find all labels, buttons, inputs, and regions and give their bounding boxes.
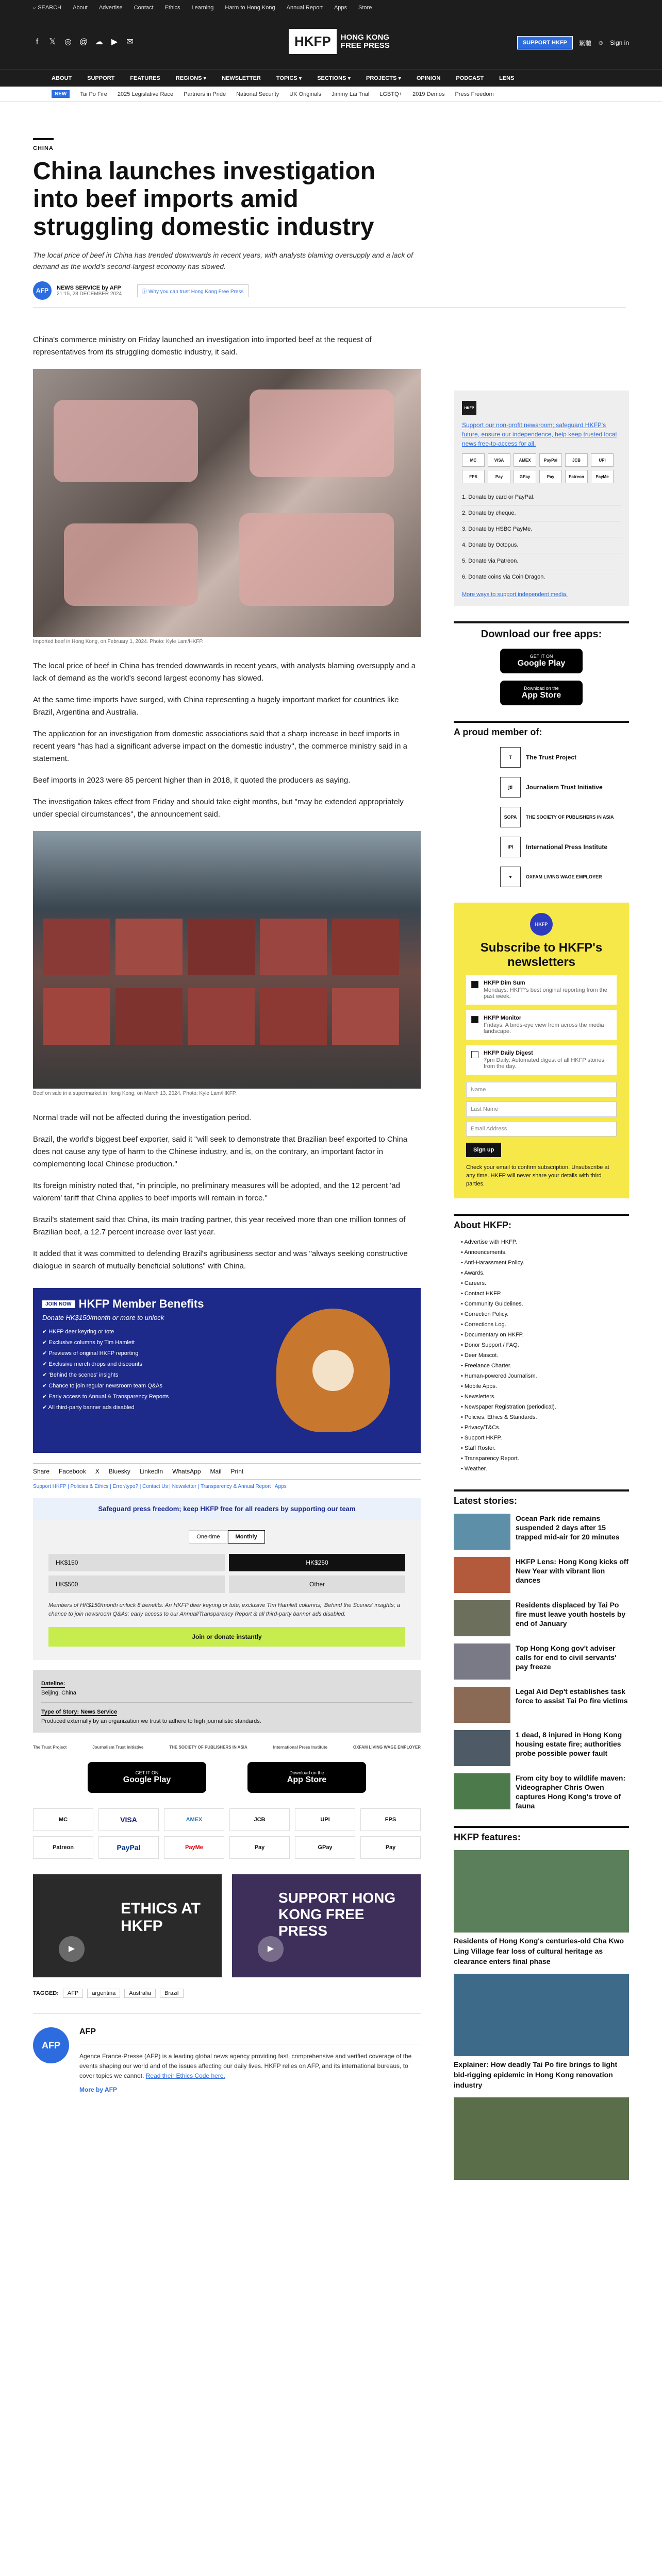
author-name[interactable]: NEWS SERVICE by AFP: [57, 284, 121, 291]
nav-item[interactable]: PODCAST: [456, 75, 484, 81]
share-bar: [33, 1463, 421, 1480]
join-donate-button[interactable]: Join or donate instantly: [48, 1627, 405, 1647]
google-play-badge[interactable]: GET IT ON Google Play: [88, 1762, 206, 1793]
story-type-desc: Produced externally by an organization we trust to adhere to high journalistic standards.: [41, 1718, 261, 1724]
paragraph: The local price of beef in China has trended downwards in recent years, with analysts blaming oversupply and a lack of demand as the world's second largest economy has slowed.: [33, 662, 416, 683]
payment-logo: MC: [33, 1808, 93, 1831]
article-category[interactable]: CHINA: [33, 145, 54, 151]
latest-item[interactable]: Ocean Park ride remains suspended 2 days after 15 trapped mid-air for 20 minutes: [454, 1514, 629, 1550]
newsletter-title: Subscribe to HKFP's newsletters: [480, 941, 603, 969]
amount-option-other[interactable]: Other: [229, 1575, 405, 1593]
article-lede: The local price of beef in China has trended downwards in recent years, with analysts blaming oversupply and a lack of demand as the world's second-largest economy has slowed.: [33, 251, 413, 270]
promo-item: ✔ 'Behind the scenes' insights: [42, 1372, 119, 1378]
payment-logo: Pay: [539, 470, 562, 483]
donation-methods: [462, 489, 621, 585]
util-link[interactable]: About: [73, 5, 88, 11]
payment-logo: FPS: [462, 470, 485, 483]
member-benefits-promo[interactable]: [33, 1288, 421, 1453]
payment-logos: [33, 1808, 421, 1859]
support-video[interactable]: SUPPORT HONG KONG FREE PRESS ▶: [232, 1874, 421, 1977]
newsletter-note: Check your email to confirm subscription. Unsubscribe at any time. HKFP will never share your details with third parties.: [466, 1164, 609, 1187]
about-link[interactable]: • Transparency Report.: [461, 1455, 519, 1462]
about-link[interactable]: • Documentary on HKFP.: [461, 1332, 524, 1338]
share-print[interactable]: Print: [230, 1468, 244, 1475]
payment-logo: PayPal: [98, 1836, 159, 1859]
user-icon[interactable]: ☺: [598, 39, 604, 46]
payment-logo: VISA: [488, 453, 510, 467]
photo-caption: Beef on sale in a supermarket in Hong Kong, on March 13, 2024. Photo: Kyle Lam/HKFP.: [33, 1091, 237, 1096]
about-link[interactable]: • Anti-Harassment Policy.: [461, 1260, 524, 1266]
about-list: [454, 1237, 629, 1474]
about-link[interactable]: • Weather.: [461, 1466, 487, 1472]
more-by-link[interactable]: More by AFP: [79, 2086, 117, 2093]
tag[interactable]: Brazil: [160, 1989, 184, 1998]
method-item[interactable]: 5. Donate via Patreon.: [462, 553, 621, 569]
payment-logo: FPS: [360, 1808, 421, 1831]
about-link[interactable]: • Human-powered Journalism.: [461, 1373, 537, 1379]
email-input[interactable]: Email Address: [466, 1121, 617, 1137]
latest-item[interactable]: From city boy to wildlife maven: Videographer Chris Owen captures Hong Kong's trove of fauna: [454, 1773, 629, 1810]
payment-logo: MC: [462, 453, 485, 467]
checkbox[interactable]: [471, 1051, 478, 1058]
member-logo[interactable]: T The Trust Project: [500, 747, 629, 768]
latest-thumb[interactable]: [454, 1600, 510, 1636]
payment-logo: VISA: [98, 1808, 159, 1831]
trust-project-logo[interactable]: The Trust Project: [33, 1745, 67, 1750]
tags-label: TAGGED:: [33, 1990, 59, 1996]
supermarket-beef-photo: [33, 831, 421, 1089]
share-mail[interactable]: Mail: [210, 1468, 222, 1475]
about-link[interactable]: • Policies, Ethics & Standards.: [461, 1414, 537, 1420]
about-link[interactable]: • Privacy/T&Cs.: [461, 1425, 501, 1431]
payment-logo: GPay: [514, 470, 536, 483]
payment-logo: GPay: [295, 1836, 355, 1859]
about-title: About HKFP:: [454, 1214, 629, 1231]
tags: [33, 1989, 421, 1998]
about-link[interactable]: • Advertise with HKFP.: [461, 1239, 517, 1245]
footer-links[interactable]: Support HKFP | Policies & Ethics | Error/typo? | Contact Us | Newsletter | Transparency & Annual Report | Apps: [33, 1484, 287, 1489]
about-link[interactable]: • Awards.: [461, 1270, 485, 1276]
sign-in-link[interactable]: Sign in: [610, 39, 629, 46]
about-link[interactable]: • Community Guidelines.: [461, 1301, 523, 1307]
paragraph: Brazil's statement said that China, its main trading partner, this year received more than one million tonnes of Brazilian beef, a 12.7 percent increase over last year.: [33, 1215, 406, 1236]
util-link[interactable]: Ethics: [164, 5, 180, 11]
beef-fridge-photo: [33, 369, 421, 637]
author-box-avatar[interactable]: AFP: [33, 2027, 69, 2063]
share-bluesky[interactable]: Bluesky: [108, 1468, 130, 1475]
paragraph: The investigation takes effect from Friday and should take eight months, but "may be extended appropriately under special circumstances", the announcement said.: [33, 798, 404, 819]
member-title: A proud member of:: [454, 721, 629, 738]
payment-logo: Pay: [488, 470, 510, 483]
ipi-logo[interactable]: International Press Institute: [273, 1745, 328, 1750]
paragraph: Beef imports in 2023 were 85 percent higher than in 2018, it quoted the producers as saying.: [33, 776, 351, 785]
site-logo[interactable]: [289, 29, 390, 54]
paragraph: Brazil, the world's biggest beef exporter, said it "will seek to demonstrate that Brazilian beef exported to China does not cause any type of harm to the Chinese industry, and is, on the contrary, an important factor in complementing local Chinese production.": [33, 1135, 408, 1168]
hkfp-logo-icon: HKFP: [462, 401, 476, 415]
about-link[interactable]: • Donor Support / FAQ.: [461, 1342, 519, 1348]
latest-item[interactable]: HKFP Lens: Hong Kong kicks off New Year with vibrant lion dances: [454, 1557, 629, 1593]
share-x[interactable]: X: [95, 1468, 100, 1475]
about-link[interactable]: • Announcements.: [461, 1249, 507, 1256]
share-linkedin[interactable]: LinkedIn: [139, 1468, 163, 1475]
latest-thumb[interactable]: [454, 1514, 510, 1550]
latest-thumb[interactable]: [454, 1773, 510, 1809]
trend-link[interactable]: UK Originals: [289, 91, 322, 97]
latest-item[interactable]: Top Hong Kong gov't adviser calls for end to civil servants' pay freeze: [454, 1643, 629, 1680]
nav-item[interactable]: PROJECTS ▾: [366, 75, 401, 81]
util-link[interactable]: Contact: [134, 5, 154, 11]
sidebar-payment-logos: [462, 453, 621, 483]
search-link[interactable]: ⌕ SEARCH: [33, 4, 62, 11]
trend-link[interactable]: Partners in Pride: [184, 91, 226, 97]
tab-monthly[interactable]: Monthly: [228, 1530, 265, 1544]
promo-title: HKFP Member Benefits: [78, 1297, 204, 1310]
about-link[interactable]: • Deer Mascot.: [461, 1352, 499, 1359]
logo-mark: HKFP: [289, 29, 337, 54]
donate-note: Members of HK$150/month unlock 8 benefits: An HKFP deer keyring or tote; exclusive Tim Hamlett columns; 'Behind the Scenes' insights; a chance to join newsroom Q&As; early access to our Annual/Transparency Report & all third-party banner ads disabled.: [48, 1602, 400, 1617]
article-title: China launches investigation into beef imports amid struggling domestic industry: [33, 158, 376, 241]
latest-thumb[interactable]: [454, 1730, 510, 1766]
donate-widget: [33, 1520, 421, 1660]
trend-link[interactable]: 2019 Demos: [412, 91, 445, 97]
member-logo[interactable]: ♥ OXFAM LIVING WAGE EMPLOYER: [500, 867, 629, 887]
play-icon[interactable]: ▶: [59, 1936, 85, 1962]
instagram-icon[interactable]: ◎: [64, 38, 72, 46]
about-link[interactable]: • Freelance Charter.: [461, 1363, 512, 1369]
tag[interactable]: Australia: [124, 1989, 156, 1998]
latest-item[interactable]: Legal Aid Dep't establishes task force to assist Tai Po fire victims: [454, 1687, 629, 1723]
checkbox[interactable]: [471, 981, 478, 988]
author-bio: Agence France-Presse (AFP) is a leading global news agency providing fast, comprehensive and verified coverage of the events shaping our world and of the issues affecting our daily lives. HKFP relies on AFP, and its international bureaus, to cover topics we cannot.: [79, 2053, 412, 2079]
share-facebook[interactable]: Facebook: [59, 1468, 86, 1475]
trend-link[interactable]: Jimmy Lai Trial: [332, 91, 370, 97]
app-store-badge[interactable]: Download on the App Store: [500, 681, 583, 705]
nav-item[interactable]: TOPICS ▾: [276, 75, 302, 81]
method-item[interactable]: 3. Donate by HSBC PayMe.: [462, 521, 621, 537]
payment-logo: PayPal: [539, 453, 562, 467]
ethics-video[interactable]: ETHICS AT HKFP ▶: [33, 1874, 222, 1977]
promo-item: ✔ All third-party banner ads disabled: [42, 1404, 135, 1411]
util-link[interactable]: Store: [358, 5, 372, 11]
about-link[interactable]: • Correction Policy.: [461, 1311, 509, 1317]
features-title: HKFP features:: [454, 1826, 629, 1843]
video-banners: [33, 1874, 421, 1977]
payment-logo: AMEX: [164, 1808, 224, 1831]
tag[interactable]: AFP: [63, 1989, 83, 1998]
nav-item[interactable]: LENS: [499, 75, 515, 81]
amount-option[interactable]: HK$150: [48, 1554, 225, 1571]
support-hkfp-button[interactable]: SUPPORT HKFP: [517, 36, 573, 49]
paragraph: Its foreign ministry noted that, "in principle, no preliminary measures will be adopted, and the 12 percent 'ad valorem' tariff that China applies to beef imports will remain in force.": [33, 1181, 400, 1202]
about-link[interactable]: • Newspaper Registration (periodical).: [461, 1404, 556, 1410]
feature-thumb[interactable]: [454, 2097, 629, 2180]
first-name-input[interactable]: Name: [466, 1082, 617, 1097]
about-link[interactable]: • Contact HKFP.: [461, 1291, 502, 1297]
nav-item[interactable]: ABOUT: [52, 75, 72, 81]
nav-item[interactable]: NEWSLETTER: [222, 75, 261, 81]
payment-logo: Patreon: [33, 1836, 93, 1859]
apps-box: [454, 621, 629, 705]
logo-text: HONG KONG FREE PRESS: [340, 32, 390, 50]
deer-mascot-image: [276, 1309, 390, 1432]
about-link[interactable]: • Corrections Log.: [461, 1321, 506, 1328]
youtube-icon[interactable]: ▶: [111, 38, 118, 46]
author-box: [33, 2013, 421, 2093]
join-now-badge: JOIN NOW: [42, 1300, 75, 1308]
main-nav: [0, 69, 662, 87]
donate-banner: Safeguard press freedom; keep HKFP free for all readers by supporting our team: [33, 1498, 421, 1520]
dateline-value: Beijing, China: [41, 1690, 76, 1696]
trend-link[interactable]: Press Freedom: [455, 91, 494, 97]
ethics-code-link[interactable]: Read their Ethics Code here.: [145, 2072, 225, 2079]
util-link[interactable]: Apps: [334, 5, 347, 11]
about-link[interactable]: • Newsletters.: [461, 1394, 496, 1400]
tag[interactable]: argentina: [87, 1989, 120, 1998]
method-item[interactable]: 2. Donate by cheque.: [462, 505, 621, 521]
story-type: Type of Story: News Service: [41, 1709, 118, 1715]
support-link[interactable]: Support our non-profit newsroom; safeguard HKFP's future, ensure our independence, help keep trusted local news free-to-access for all.: [462, 421, 617, 447]
latest-item[interactable]: 1 dead, 8 injured in Hong Kong housing estate fire; authorities probe possible power fault: [454, 1730, 629, 1766]
paragraph: China's commerce ministry on Friday launched an investigation into imported beef at the request of representatives from its struggling domestic industry, it said.: [33, 335, 372, 357]
article-header: [33, 138, 626, 308]
promo-item: ✔ Exclusive columns by Tim Hamlett: [42, 1340, 135, 1346]
top-utility-bar: [0, 0, 662, 15]
promo-sub: Donate HK$150/month or more to unlock: [42, 1314, 164, 1321]
byline: [33, 281, 626, 300]
promo-item: ✔ Exclusive merch drops and discounts: [42, 1361, 142, 1367]
bluesky-icon[interactable]: ☁: [95, 38, 103, 46]
newsletter-option[interactable]: HKFP Monitor Fridays: A birds-eye view from across the media landscape.: [466, 1010, 617, 1040]
payment-logo: UPI: [591, 453, 614, 467]
language-link[interactable]: 繁體: [579, 39, 592, 47]
payment-logo: Patreon: [565, 470, 588, 483]
util-link[interactable]: Harm to Hong Kong: [225, 5, 275, 11]
feature-thumb[interactable]: [454, 1850, 629, 1933]
member-list: [454, 747, 629, 887]
nav-item[interactable]: SECTIONS ▾: [317, 75, 351, 81]
sign-up-button[interactable]: Sign up: [466, 1143, 501, 1157]
payment-logo: AMEX: [514, 453, 536, 467]
payment-logo: PayMe: [591, 470, 614, 483]
member-logo[interactable]: IPI International Press Institute: [500, 837, 629, 857]
author-avatar[interactable]: AFP: [33, 281, 52, 300]
trend-link[interactable]: Tai Po Fire: [80, 91, 107, 97]
oxfam-logo[interactable]: OXFAM LIVING WAGE EMPLOYER: [353, 1745, 421, 1750]
photo-caption: Imported beef in Hong Kong, on February 1, 2024. Photo: Kyle Lam/HKFP.: [33, 639, 204, 645]
facebook-icon[interactable]: f: [36, 38, 39, 46]
sopa-logo[interactable]: THE SOCIETY OF PUBLISHERS IN ASIA: [169, 1745, 247, 1750]
payment-logo: Pay: [229, 1836, 290, 1859]
jti-logo[interactable]: Journalism Trust Initiative: [92, 1745, 144, 1750]
paragraph: At the same time imports have surged, with China representing a hugely important market for countries like Brazil, Argentina and Australia.: [33, 696, 399, 717]
payment-logo: JCB: [229, 1808, 290, 1831]
about-link[interactable]: • Staff Roster.: [461, 1445, 496, 1451]
hkfp-badge-icon: HKFP: [530, 913, 553, 936]
payment-logo: PayMe: [164, 1836, 224, 1859]
amount-option[interactable]: HK$500: [48, 1575, 225, 1593]
paragraph: It added that it was committed to defending Brazil's agribusiness sector and was "always seeking constructive dialogue in search of mutually beneficial solutions" with China.: [33, 1249, 408, 1270]
article-body: [33, 334, 421, 2093]
app-badges: [33, 1762, 421, 1793]
latest-item[interactable]: Residents displaced by Tai Po fire must leave youth hostels by end of January: [454, 1600, 629, 1636]
tab-one-time[interactable]: One-time: [189, 1530, 227, 1544]
method-item[interactable]: 6. Donate coins via Coin Dragon.: [462, 569, 621, 585]
latest-thumb[interactable]: [454, 1687, 510, 1723]
about-link[interactable]: • Support HKFP.: [461, 1435, 502, 1441]
method-item[interactable]: 4. Donate by Octopus.: [462, 537, 621, 553]
payment-logo: JCB: [565, 453, 588, 467]
promo-item: ✔ Chance to join regular newsroom team Q&As: [42, 1383, 162, 1389]
payment-logo: Pay: [360, 1836, 421, 1859]
promo-item: ✔ HKFP deer keyring or tote: [42, 1329, 114, 1335]
support-box: [454, 391, 629, 606]
trend-link[interactable]: 2025 Legislative Race: [117, 91, 174, 97]
amount-option-selected[interactable]: HK$250: [229, 1554, 405, 1571]
mail-icon[interactable]: ✉: [126, 38, 134, 46]
nav-item[interactable]: REGIONS ▾: [175, 75, 207, 81]
play-icon[interactable]: ▶: [258, 1936, 284, 1962]
last-name-input[interactable]: Last Name: [466, 1101, 617, 1117]
paragraph: Normal trade will not be affected during the investigation period.: [33, 1113, 252, 1122]
promo-item: ✔ Early access to Annual & Transparency Reports: [42, 1394, 169, 1400]
share-whatsapp[interactable]: WhatsApp: [172, 1468, 201, 1475]
feature-item[interactable]: Residents of Hong Kong's centuries-old Cha Kwo Ling Village fear loss of cultural heritage as clearance enters final phase: [454, 1850, 629, 1967]
newsletter-option[interactable]: HKFP Daily Digest 7pm Daily: Automated digest of all HKFP stories from the day.: [466, 1045, 617, 1075]
method-item[interactable]: 1. Donate by card or PayPal.: [462, 489, 621, 505]
dateline-label: Dateline:: [41, 1681, 65, 1687]
sidebar: [454, 391, 629, 2180]
new-badge: NEW: [52, 90, 70, 98]
paragraph: The application for an investigation from domestic associations said that a sharp increase in beef imports in recent years "has had a significant adverse impact on the domestic industry", the commerce ministry said in a statement.: [33, 730, 407, 763]
header-actions: [517, 36, 629, 49]
member-logo[interactable]: jti Journalism Trust Initiative: [500, 777, 629, 798]
checkbox[interactable]: [471, 1016, 478, 1023]
apps-title: Download our free apps:: [454, 621, 629, 640]
member-logos-row: [33, 1745, 421, 1750]
util-link[interactable]: Annual Report: [286, 5, 323, 11]
payment-logo: UPI: [295, 1808, 355, 1831]
feature-item[interactable]: Explainer: How deadly Tai Po fire brings to light bid-rigging epidemic in Hong Kong renovation industry: [454, 1974, 629, 2090]
app-store-badge[interactable]: Download on the App Store: [247, 1762, 366, 1793]
trend-link[interactable]: National Security: [236, 91, 279, 97]
feature-thumb[interactable]: [454, 1974, 629, 2056]
more-ways-link[interactable]: More ways to support independent media.: [462, 591, 568, 598]
latest-title: Latest stories:: [454, 1489, 629, 1506]
trust-link[interactable]: ⓘ Why you can trust Hong Kong Free Press: [137, 284, 248, 297]
dateline-box: [33, 1670, 421, 1733]
util-link[interactable]: Advertise: [98, 5, 123, 11]
nav-item[interactable]: OPINION: [416, 75, 441, 81]
trend-link[interactable]: LGBTQ+: [379, 91, 403, 97]
publish-date: 21:15, 28 DECEMBER 2024: [57, 291, 122, 297]
share-label: Share: [33, 1468, 50, 1475]
google-play-badge[interactable]: GET IT ON Google Play: [500, 649, 583, 673]
member-logo[interactable]: SOPA THE SOCIETY OF PUBLISHERS IN ASIA: [500, 807, 629, 827]
newsletter-option[interactable]: HKFP Dim Sum Mondays: HKFP's best original reporting from the past week.: [466, 975, 617, 1005]
feature-item[interactable]: [454, 2097, 629, 2180]
x-icon[interactable]: 𝕏: [49, 38, 56, 46]
promo-item: ✔ Previews of original HKFP reporting: [42, 1350, 139, 1357]
latest-thumb[interactable]: [454, 1643, 510, 1680]
about-link[interactable]: • Mobile Apps.: [461, 1383, 497, 1389]
nav-item[interactable]: SUPPORT: [87, 75, 115, 81]
threads-icon[interactable]: @: [79, 38, 88, 46]
latest-thumb[interactable]: [454, 1557, 510, 1593]
author-box-name[interactable]: AFP: [79, 2027, 96, 2036]
site-header: [0, 15, 662, 69]
trending-bar: [0, 87, 662, 102]
social-icons: [33, 38, 134, 46]
about-link[interactable]: • Careers.: [461, 1280, 487, 1286]
newsletter-box: [454, 903, 629, 1198]
util-link[interactable]: Learning: [191, 5, 214, 11]
nav-item[interactable]: FEATURES: [130, 75, 160, 81]
